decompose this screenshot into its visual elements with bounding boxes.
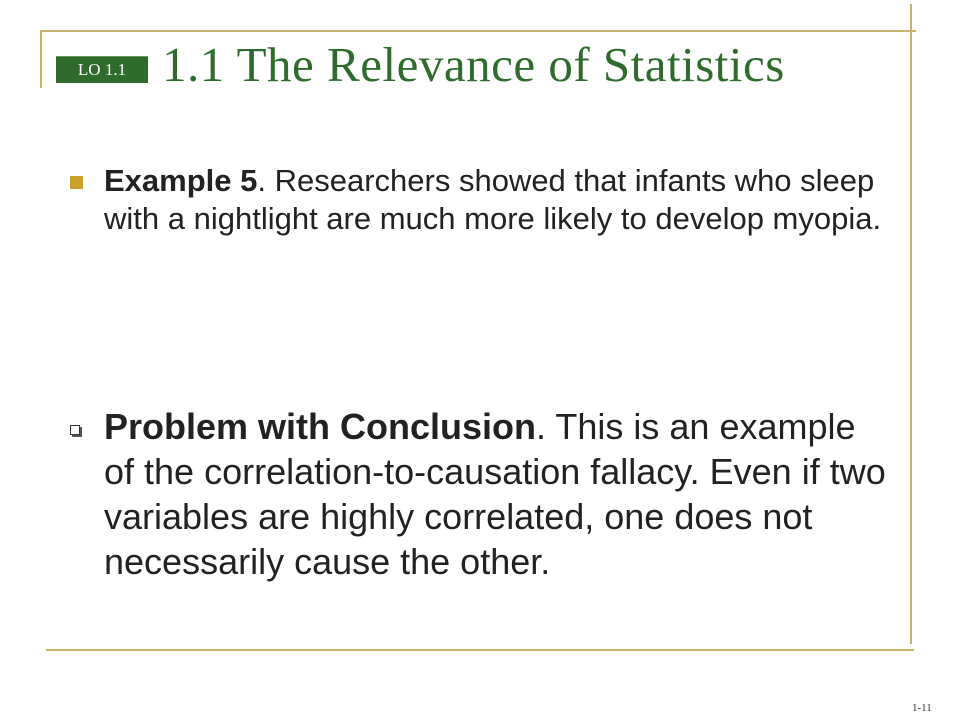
bullet-example-text [104,162,894,238]
checkbox-bullet-icon [70,425,80,435]
right-rule [910,4,912,644]
top-rule [40,30,916,32]
left-rule [40,30,42,88]
bullet-problem-text [104,404,894,584]
bullet-example-body: . Researchers showed that infants who sleep with a nightlight are much more likely to develop myopia. [104,163,882,236]
bullet-problem-label: Problem with Conclusion [104,406,537,447]
bottom-rule [46,649,914,651]
bullet-example-label: Example 5 [104,163,258,198]
slide-title: 1.1 The Relevance of Statistics [162,37,785,92]
slide-number: 1-11 [912,702,932,714]
lo-badge: LO 1.1 [56,56,148,83]
square-bullet-icon [70,176,83,189]
bullet-problem-body: . This is an example of the correlation-to-causation fallacy. Even if two variables are highly correlated, one does not necessarily cause the other. [104,406,886,582]
